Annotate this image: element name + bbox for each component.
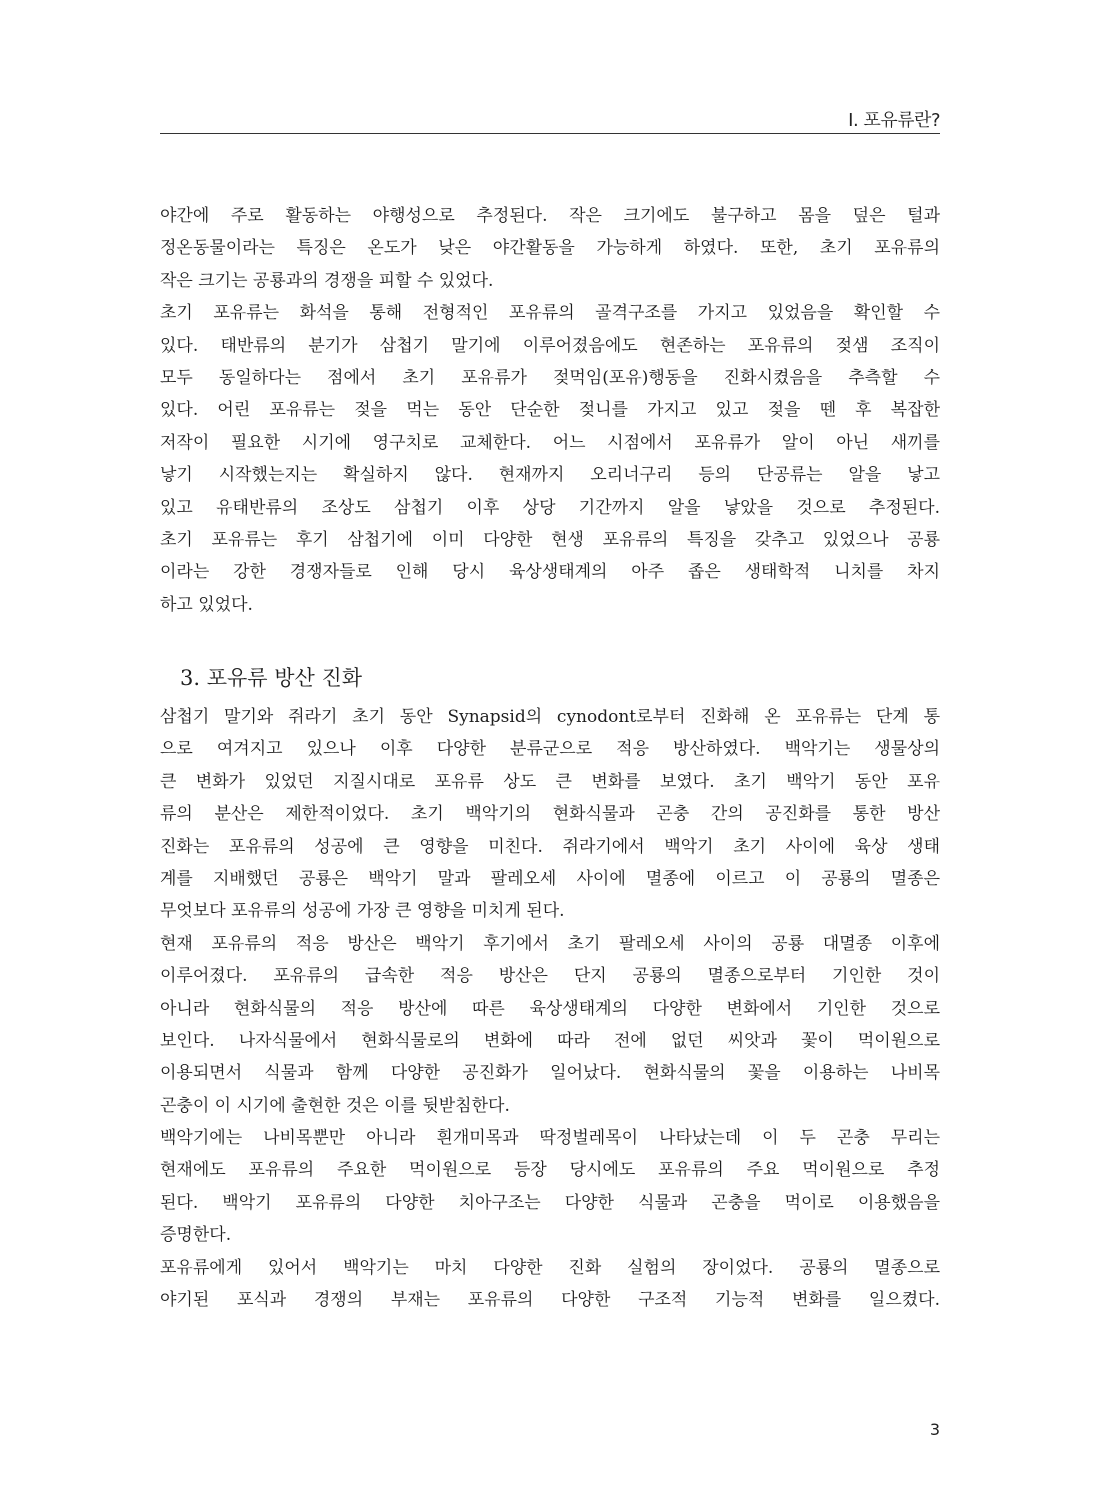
text-line: 증명한다. [160,1225,232,1246]
text-line: 정온동물이라는 특징은 온도가 낮은 야간활동을 가능하게 하였다. 또한, 초기 포유류의 [160,238,940,259]
text-line: 있다. 어린 포유류는 젖을 먹는 동안 단순한 젖니를 가지고 있고 젖을 뗀 후 복잡한 [160,400,940,421]
text-line: 진화는 포유류의 성공에 큰 영향을 미친다. 쥐라기에서 백악기 초기 사이에 육상 생태 [160,836,940,857]
text-line: 으로 여겨지고 있으나 이후 다양한 분류군으로 적응 방산하였다. 백악기는 생물상의 [160,739,940,760]
text-line: 야간에 주로 활동하는 야행성으로 추정된다. 작은 크기에도 불구하고 몸을 덮은 털과 [160,206,940,226]
text-line: 초기 포유류는 후기 삼첩기에 이미 다양한 현생 포유류의 특징을 갖추고 있었으나 공룡 [160,529,940,550]
running-header-title: I. 포유류란? [848,110,940,131]
text-line: 초기 포유류는 화석을 통해 전형적인 포유류의 골격구조를 가지고 있었음을 확인할 수 [160,303,940,324]
text-line: 현재 포유류의 적응 방산은 백악기 후기에서 초기 팔레오세 사이의 공룡 대멸종 이후에 [160,933,940,954]
text-line: 이루어졌다. 포유류의 급속한 적응 방산은 단지 공룡의 멸종으로부터 기인한 것이 [160,966,940,987]
text-line: 저작이 필요한 시기에 영구치로 교체한다. 어느 시점에서 포유류가 알이 아닌 새끼를 [160,432,940,453]
text-line: 된다. 백악기 포유류의 다양한 치아구조는 다양한 식물과 곤충을 먹이로 이용했음을 [160,1192,940,1213]
page-number: 3 [929,1420,940,1439]
section-title: 3. 포유류 방산 진화 [180,666,363,690]
text-line: 이라는 강한 경쟁자들로 인해 당시 육상생태계의 아주 좁은 생태학적 니치를 차지 [160,562,940,583]
text-line: 보인다. 나자식물에서 현화식물로의 변화에 따라 전에 없던 씨앗과 꽃이 먹이원으로 [160,1030,940,1051]
text-line: 곤충이 이 시기에 출현한 것은 이를 뒷받침한다. [160,1095,510,1116]
text-line: 야기된 포식과 경쟁의 부재는 포유류의 다양한 구조적 기능적 변화를 일으켰다. [160,1290,940,1311]
text-line: 포유류에게 있어서 백악기는 마치 다양한 진화 실험의 장이었다. 공룡의 멸종으로 [160,1257,940,1278]
text-line: 낳기 시작했는지는 확실하지 않다. 현재까지 오리너구리 등의 단공류는 알을 낳고 [160,465,940,486]
header-rule [160,133,940,134]
text-line: 있다. 태반류의 분기가 삼첩기 말기에 이루어졌음에도 현존하는 포유류의 젖샘 조직이 [160,335,940,356]
text-line: 이용되면서 식물과 함께 다양한 공진화가 일어났다. 현화식물의 꽃을 이용하는 나비목 [160,1063,940,1084]
text-line: 모두 동일하다는 점에서 초기 포유류가 젖먹임(포유)행동을 진화시켰음을 추측할 수 [160,367,940,388]
text-block-section [160,701,940,1316]
text-line: 현재에도 포유류의 주요한 먹이원으로 등장 당시에도 포유류의 주요 먹이원으로 추정 [160,1160,940,1181]
text-line: 류의 분산은 제한적이었다. 초기 백악기의 현화식물과 곤충 간의 공진화를 통한 방산 [160,804,940,825]
text-line: 작은 크기는 공룡과의 경쟁을 피할 수 있었다. [160,270,494,291]
text-line: 백악기에는 나비목뿐만 아니라 흰개미목과 딱정벌레목이 나타났는데 이 두 곤충 무리는 [160,1128,940,1149]
text-line: 하고 있었다. [160,594,253,615]
text-line: 계를 지배했던 공룡은 백악기 말과 팔레오세 사이에 멸종에 이르고 이 공룡의 멸종은 [160,868,940,889]
text-line: 아니라 현화식물의 적응 방산에 따른 육상생태계의 다양한 변화에서 기인한 것으로 [160,998,940,1019]
text-line: 있고 유태반류의 조상도 삼첩기 이후 상당 기간까지 알을 낳았을 것으로 추정된다. [160,497,940,518]
text-line: 무엇보다 포유류의 성공에 가장 큰 영향을 미치게 된다. [160,901,565,922]
text-line: 삼첩기 말기와 쥐라기 초기 동안 Synapsid의 cynodont로부터 진화해 온 포유류는 단계 통 [160,707,940,727]
text-line: 큰 변화가 있었던 지질시대로 포유류 상도 큰 변화를 보였다. 초기 백악기 동안 포유 [160,771,940,792]
text-block-top [160,200,940,621]
